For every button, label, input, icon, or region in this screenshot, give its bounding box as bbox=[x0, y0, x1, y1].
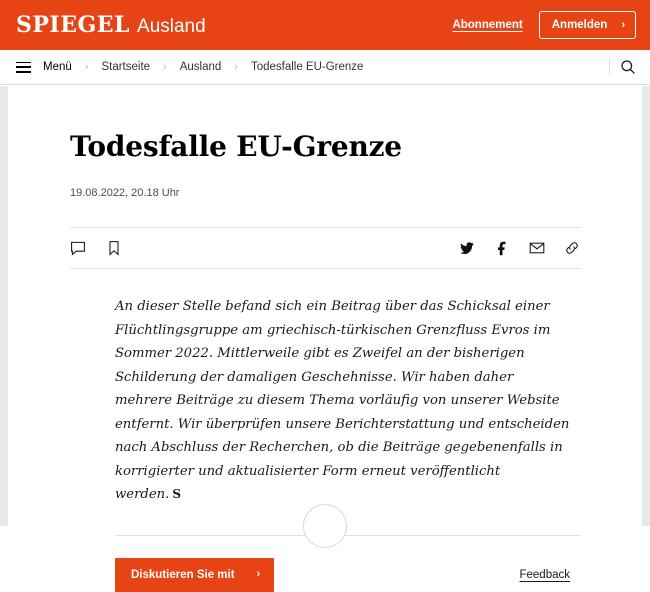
bookmark-icon[interactable] bbox=[106, 240, 122, 256]
page-edge-left bbox=[0, 86, 8, 526]
feedback-link[interactable]: Feedback bbox=[519, 568, 570, 581]
facebook-icon[interactable] bbox=[494, 240, 510, 256]
breadcrumb-separator-1: › bbox=[163, 61, 167, 73]
login-button[interactable] bbox=[539, 11, 636, 39]
site-header bbox=[0, 0, 650, 50]
login-button-label: Anmelden bbox=[551, 19, 608, 31]
action-group-left bbox=[70, 240, 122, 256]
discuss-button[interactable] bbox=[115, 558, 274, 592]
breadcrumb-item-ausland[interactable]: Ausland bbox=[179, 61, 222, 73]
breadcrumb-item-startseite[interactable]: Startseite bbox=[101, 61, 151, 73]
nav-right-group bbox=[609, 58, 636, 76]
article-body-text bbox=[115, 295, 570, 507]
scroll-indicator[interactable] bbox=[303, 504, 347, 548]
page-title: Todesfalle EU-Grenze bbox=[70, 130, 402, 163]
article-timestamp: 19.08.2022, 20.18 Uhr bbox=[70, 187, 180, 200]
chevron-right-icon: › bbox=[256, 568, 261, 581]
brand[interactable] bbox=[16, 12, 206, 38]
nav-divider bbox=[609, 58, 610, 76]
breadcrumb-separator-2: › bbox=[234, 61, 238, 73]
article-footer bbox=[115, 536, 580, 592]
discuss-button-label: Diskutieren Sie mit bbox=[131, 568, 235, 581]
article-body-paragraph: An dieser Stelle befand sich ein Beitrag über das Schicksal einer Flüchtlingsgruppe am griechisch-türkischen Grenzfluss Evros im Sommer 2022. Mittlerweile gibt es Zweifel an der bisherigen Schilderung der damaligen Geschehnisse. Wir haben daher mehrere Beiträge zu diesem Thema vorläufig von unserer Website entfernt. Wir überprüfen unsere Berichterstattung und entscheiden nach Abschluss der Recherchen, ob die Beiträge gegebenenfalls in korrigierter und aktualisierter Form erneut veröffentlicht werden. bbox=[115, 299, 570, 503]
search-icon[interactable] bbox=[620, 59, 636, 75]
link-icon[interactable] bbox=[564, 240, 580, 256]
breadcrumb bbox=[16, 61, 363, 73]
subscription-link[interactable]: Abonnement bbox=[452, 19, 523, 31]
breadcrumb-item-current: Todesfalle EU-Grenze bbox=[250, 61, 364, 73]
chevron-right-icon: › bbox=[621, 18, 625, 31]
article-action-bar bbox=[70, 227, 580, 269]
menu-button-label[interactable]: Menü bbox=[43, 61, 72, 73]
action-group-right bbox=[459, 240, 580, 256]
mail-icon[interactable] bbox=[529, 240, 545, 256]
menu-icon[interactable] bbox=[16, 62, 31, 73]
comment-icon[interactable] bbox=[70, 240, 86, 256]
breadcrumb-separator-0: › bbox=[84, 61, 89, 73]
twitter-icon[interactable] bbox=[459, 240, 475, 256]
section-title: Ausland bbox=[137, 16, 206, 37]
navigation-bar bbox=[0, 50, 650, 85]
spiegel-logo[interactable]: SPIEGEL bbox=[16, 12, 131, 38]
spiegel-mark: S bbox=[172, 487, 181, 502]
header-actions bbox=[452, 11, 636, 39]
page-edge-right bbox=[642, 86, 650, 526]
article-body bbox=[70, 295, 580, 507]
